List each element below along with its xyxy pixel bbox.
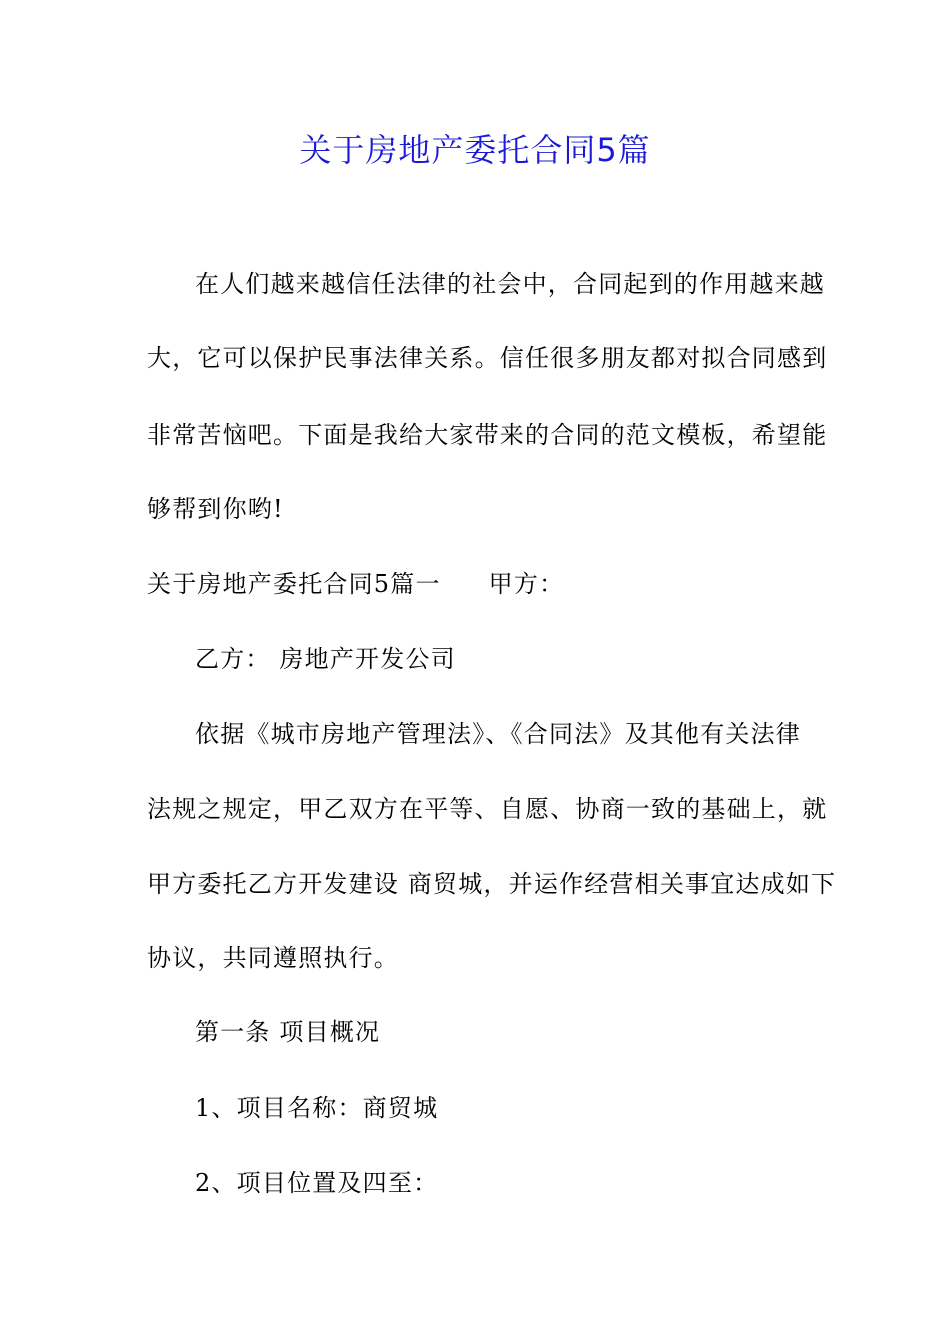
list-item: 1、项目名称：商贸城 xyxy=(195,1094,439,1122)
document-title: 关于房地产委托合同5篇 xyxy=(299,131,651,169)
party-b-line: 乙方： 房地产开发公司 xyxy=(195,645,456,673)
section-heading: 关于房地产委托合同5篇一 xyxy=(147,570,441,598)
intro-line: 非常苦恼吧。下面是我给大家带来的合同的范文模板，希望能 xyxy=(147,421,828,449)
basis-line: 法规之规定，甲乙双方在平等、自愿、协商一致的基础上，就 xyxy=(147,795,828,823)
section-heading-line xyxy=(147,568,827,600)
intro-line: 够帮到你哟! xyxy=(147,495,284,523)
basis-line: 依据《城市房地产管理法》、《合同法》及其他有关法律 xyxy=(195,720,801,748)
basis-line: 甲方委托乙方开发建设 商贸城，并运作经营相关事宜达成如下 xyxy=(147,870,837,898)
basis-line: 协议，共同遵照执行。 xyxy=(147,944,399,972)
intro-line: 在人们越来越信任法律的社会中，合同起到的作用越来越 xyxy=(195,270,825,298)
list-item: 2、项目位置及四至： xyxy=(195,1169,439,1197)
intro-line: 大，它可以保护民事法律关系。信任很多朋友都对拟合同感到 xyxy=(147,344,828,372)
party-a-label: 甲方： xyxy=(488,570,565,598)
article-heading: 第一条 项目概况 xyxy=(195,1018,381,1046)
